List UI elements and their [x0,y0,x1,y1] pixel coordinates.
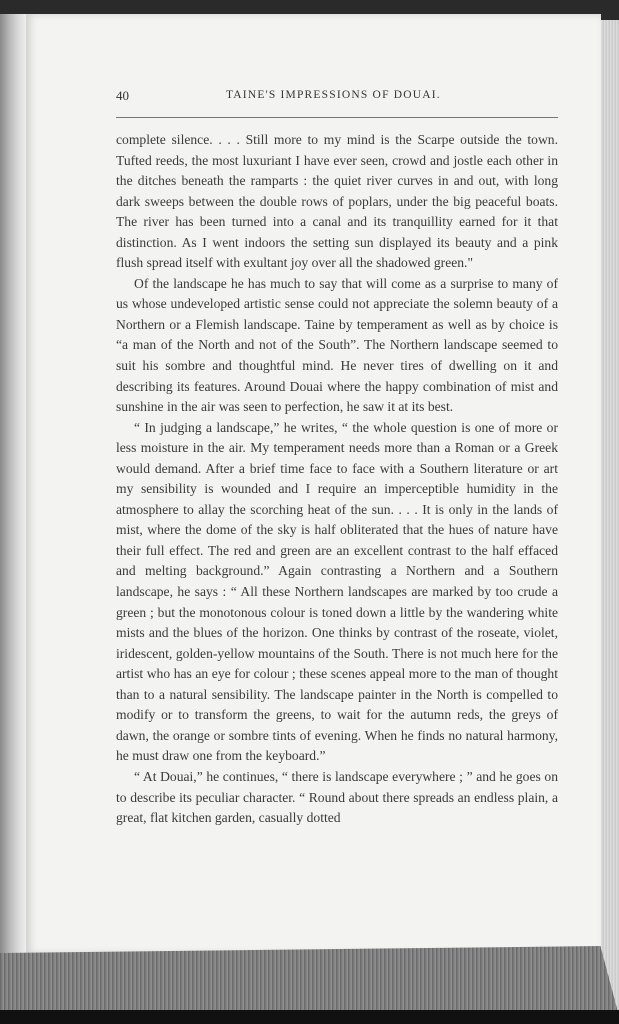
body-text [116,130,558,829]
running-title: TAINE'S IMPRESSIONS OF DOUAI. [226,89,441,101]
left-page-edge [0,14,26,1014]
scan-border [0,1010,619,1024]
page-header [116,88,558,108]
right-page-edges [601,20,619,1020]
paragraph: complete silence. . . . Still more to my mind is the Scarpe outside the town. Tufted reeds, the most luxuriant I have ever seen, crowd and jostle each other in the ditches beneath the ramparts : the quiet river curves in and out, with long dark sweeps between the double rows of poplars, under the big peaceful boats. The river has been turned into a canal and its tranquillity earned for it that distinction. As I went indoors the setting sun displayed its beauty and a pink flush spread itself with exultant joy over all the shadowed green." [116,132,558,271]
paragraph: “ In judging a landscape,” he writes, “ the whole question is one of more or less moisture in the air. My temperament needs more than a Roman or a Greek would demand. After a brief time face to face with a Southern literature or art my sensibility is wounded and I require an imperceptible humidity in the atmosphere to allay the scorching heat of the sun. . . . It is only in the lands of mist, where the dome of the sky is half obliterated that the hues of nature have their full effect. The red and green are an excellent contrast to the half effaced and melting background.” Again contrasting a Northern and a Southern landscape, he says : “ All these Northern landscapes are marked by too crude a green ; but the monotonous colour is toned down a little by the wandering white mists and the blues of the horizon. One thinks by contrast of the roseate, violet, iridescent, golden-yellow mountains of the South. There is not much here for the artist who has an eye for colour ; these scenes appeal more to the man of thought than to a natural sensibility. The landscape painter in the North is compelled to modify or to transform the greens, to wait for the autumn reds, the greys of dawn, the orange or sombre tints of evening. When he finds no natural harmony, he must draw one from the keyboard.” [116,419,558,764]
header-rule [116,117,558,118]
paragraph: “ At Douai,” he continues, “ there is landscape everywhere ; ” and he goes on to describe its peculiar character. “ Round about there spreads an endless plain, a great, flat kitchen garden, casually dotted [116,768,558,826]
bottom-page-edges [0,946,619,1016]
page-number: 40 [116,88,129,103]
paragraph: Of the landscape he has much to say that will come as a surprise to many of us whose undeveloped artistic sense could not appreciate the solemn beauty of a Northern or a Flemish landscape. Taine by temperament as well as by choice is “a man of the North and not of the South”. The Northern landscape seemed to suit his sombre and thoughtful mind. He never tires of dwelling on it and describing its features. Around Douai where the happy combination of mist and sunshine in the air was seen to perfection, he saw it at its best. [116,275,558,415]
